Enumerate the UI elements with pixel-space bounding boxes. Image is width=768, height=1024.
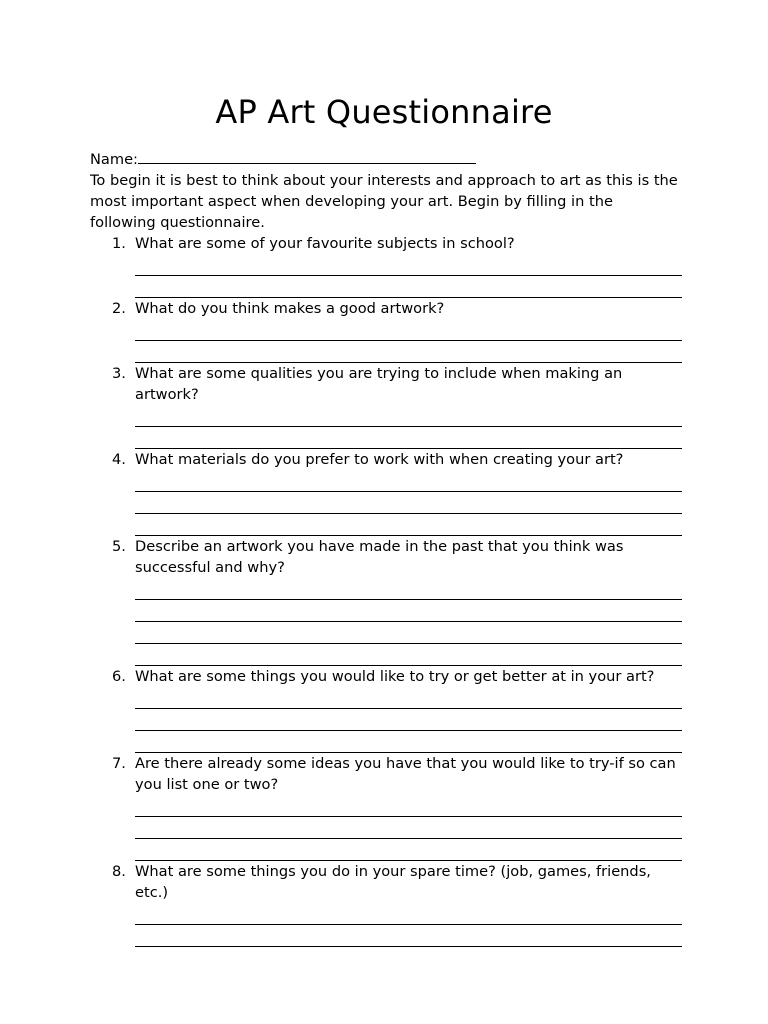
answer-line[interactable] [135,731,682,753]
answer-line[interactable] [135,600,682,622]
question-list [90,233,680,947]
question-item [90,363,680,449]
question-item [90,666,680,753]
document-body [90,147,680,947]
answer-line[interactable] [135,687,682,709]
question-item [90,449,680,536]
answer-line[interactable] [135,514,682,536]
question-number: 8. [112,863,126,880]
answer-line[interactable] [135,276,682,298]
question-text: What are some things you do in your spare time? (job, games, friends, etc.) [135,863,651,901]
question-number: 3. [112,365,126,382]
name-label: Name: [90,151,138,168]
question-text: Describe an artwork you have made in the past that you think was successful and why? [135,538,624,576]
question-text: What are some qualities you are trying to include when making an artwork? [135,365,623,403]
name-row [90,147,680,170]
answer-line[interactable] [135,622,682,644]
question-text: What are some of your favourite subjects in school? [135,235,515,252]
intro-paragraph: To begin it is best to think about your interests and approach to art as this is the most important aspect when developing your art. Begin by filling in the following questionnaire. [90,172,678,231]
answer-line[interactable] [135,817,682,839]
question-item [90,753,680,861]
answer-line[interactable] [135,903,682,925]
answer-line[interactable] [135,578,682,600]
answer-line[interactable] [135,644,682,666]
question-number: 4. [112,451,126,468]
answer-line[interactable] [135,341,682,363]
question-text: Are there already some ideas you have that you would like to try-if so can you list one or two? [135,755,676,793]
answer-line[interactable] [135,709,682,731]
question-number: 1. [112,235,126,252]
question-number: 5. [112,538,126,555]
question-number: 2. [112,300,126,317]
question-number: 6. [112,668,126,685]
answer-line[interactable] [135,319,682,341]
question-item [90,536,680,666]
document-title: AP Art Questionnaire [215,93,553,131]
question-item [90,861,680,947]
question-item [90,298,680,363]
question-text: What are some things you would like to try or get better at in your art? [135,668,655,685]
question-text: What materials do you prefer to work with when creating your art? [135,451,624,468]
answer-line[interactable] [135,254,682,276]
name-blank-line[interactable] [138,147,476,164]
answer-line[interactable] [135,470,682,492]
answer-line[interactable] [135,925,682,947]
answer-line[interactable] [135,839,682,861]
answer-line[interactable] [135,405,682,427]
question-number: 7. [112,755,126,772]
answer-line[interactable] [135,795,682,817]
question-item [90,233,680,298]
question-text: What do you think makes a good artwork? [135,300,445,317]
answer-line[interactable] [135,427,682,449]
answer-line[interactable] [135,492,682,514]
